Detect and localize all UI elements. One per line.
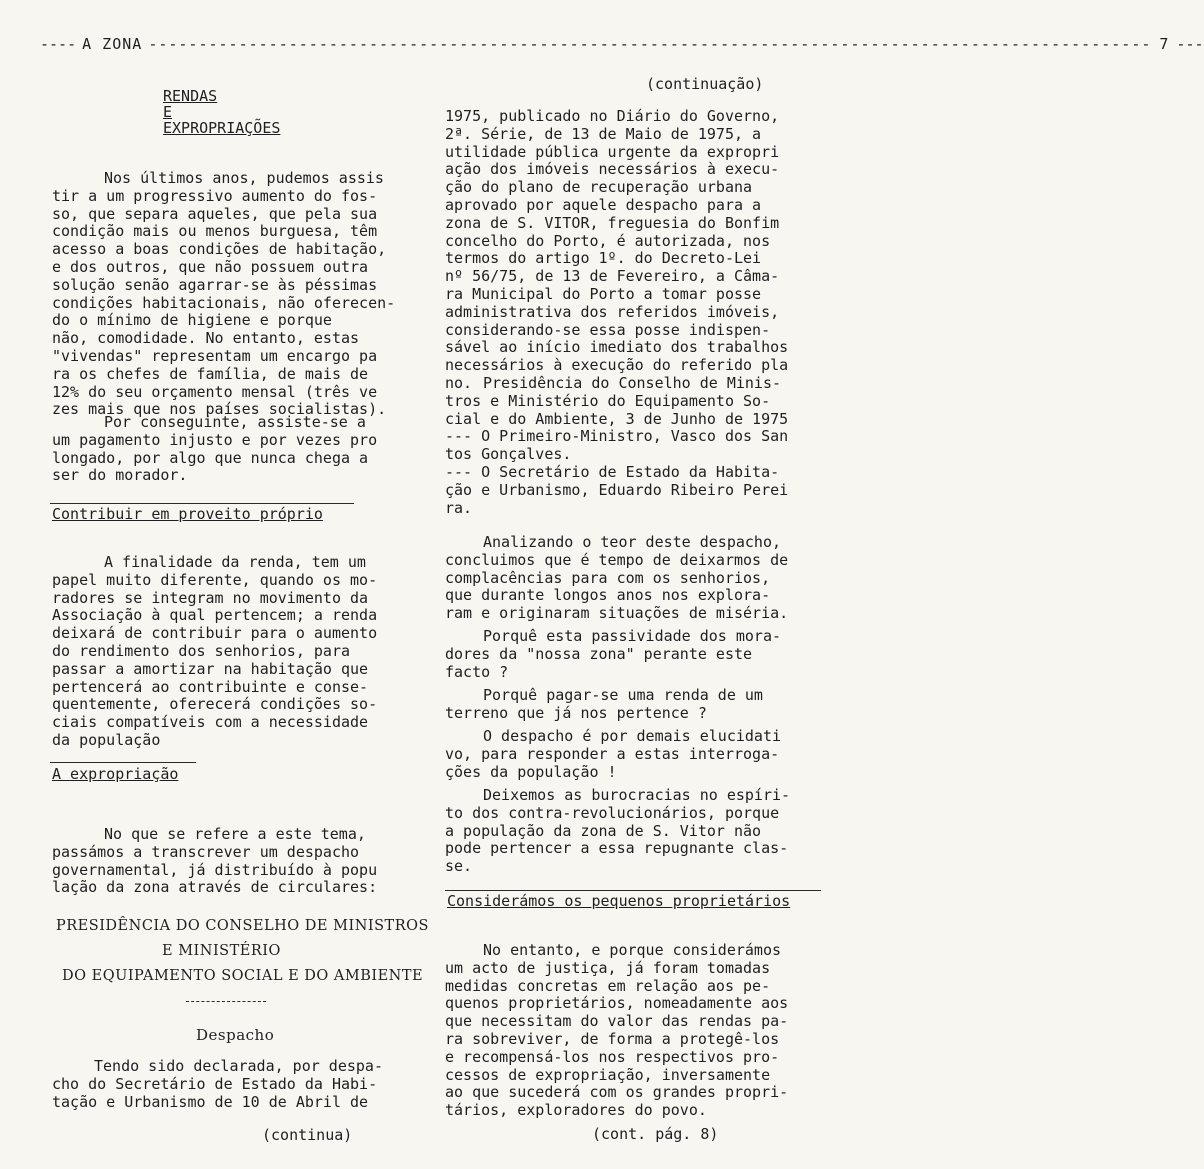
q1-line: facto ?: [445, 662, 509, 681]
decree-cont-line: considerando-se essa posse indispen-: [445, 320, 771, 339]
decree-heading-line-1: PRESIDÊNCIA DO CONSELHO DE MINISTROS: [56, 918, 429, 934]
decree-cont-line: zona de S. VITOR, freguesia do Bonfim: [445, 213, 780, 232]
section2-heading: A expropriação: [52, 765, 179, 783]
intro-line: zes mais que nos países socialistas).: [52, 400, 387, 419]
intro-line: ra os chefes de família, de mais de: [52, 364, 369, 383]
section2-paragraph: [52, 826, 422, 897]
article-title-line-2: E: [163, 103, 173, 121]
question-2: [445, 687, 825, 723]
section3-line: cessos de expropriação, inversamente: [445, 1065, 771, 1084]
sign-line: tros e Ministério do Equipamento So-: [445, 391, 771, 410]
section1-line: papel muito diferente, quando os mo-: [52, 570, 378, 589]
section1-heading: Contribuir em proveito próprio: [52, 505, 323, 523]
section2-line: No que se refere a este tema,: [104, 825, 366, 843]
intro-line: do o mínimo de higiene e porque: [52, 311, 332, 330]
section3-line: e recompensá-los nos respectivos pro-: [445, 1047, 780, 1066]
section1-line: da população: [52, 730, 161, 749]
decree-heading-line-2: E MINISTÉRIO: [162, 943, 281, 959]
intro-line: tir a um progressivo aumento do fos-: [52, 186, 378, 205]
decree-line: cho do Secretário de Estado da Habi-: [52, 1074, 378, 1093]
header-dash-rule: ----------------------------------------------------------------------------------------------------: [148, 35, 1152, 53]
section3-line: medidas concretas em relação aos pe-: [445, 976, 771, 995]
decree-cont-line: concelho do Porto, é autorizada, nos: [445, 231, 771, 250]
section3-line: quenos proprietários, nomeadamente aos: [445, 994, 789, 1013]
section1-line: quentemente, oferecerá condições so-: [52, 695, 378, 714]
decree-cont-line: ra Municipal do Porto a tomar posse: [445, 284, 762, 303]
sign-line: ção e Urbanismo, Eduardo Ribeiro Perei: [445, 480, 789, 499]
section1-line: pertencerá ao contribuinte e conse-: [52, 677, 369, 696]
decree-line: tação e Urbanismo de 10 de Abril de: [52, 1092, 369, 1111]
section2-top-rule: [50, 762, 196, 763]
section1-line: deixará de contribuir para o aumento: [52, 624, 378, 643]
decree-text: [52, 1058, 422, 1111]
sign-line: ra.: [445, 498, 473, 517]
analysis-line: Analizando o teor deste despacho,: [483, 533, 782, 551]
q4-line: to dos contra-revolucionários, porque: [445, 803, 780, 822]
article-title-line-3: EXPROPRIAÇÕES: [163, 119, 281, 137]
intro-line: so, que separa aqueles, que pela sua: [52, 204, 378, 223]
q1-line: dores da "nossa zona" perante este: [445, 644, 753, 663]
header-section-title: A ZONA: [82, 35, 143, 53]
continuation-label: (continuação): [646, 75, 764, 93]
decree-cont-line: 2ª. Série, de 13 de Maio de 1975, a: [445, 124, 762, 143]
header-dash-left: ----: [40, 35, 77, 53]
intro-line: Nos últimos anos, pudemos assis: [104, 169, 384, 187]
section1-line: do rendimento dos senhorios, para: [52, 641, 351, 660]
section1-line: ciais compatíveis com a necessidade: [52, 713, 369, 732]
decree-cont-line: utilidade pública urgente da expropri: [445, 142, 780, 161]
intro-line: 12% do seu orçamento mensal (três ve: [52, 382, 378, 401]
decree-cont-line: termos do artigo 1º. do Decreto-Lei: [445, 249, 762, 268]
section3-line: ra sobreviver, de forma a protegê-los: [445, 1029, 780, 1048]
analysis-line: ram e originaram situações de miséria.: [445, 604, 789, 623]
decree-title: Despacho: [196, 1026, 275, 1044]
para2-line: Por conseguinte, assiste-se a: [104, 413, 366, 431]
q3-line: ções da população !: [445, 762, 617, 781]
analysis-line: que durante longos anos nos explora-: [445, 586, 771, 605]
right-footer-cont-page: (cont. pág. 8): [592, 1125, 719, 1143]
section3-top-rule: [445, 890, 821, 891]
article-title-line-1: RENDAS: [163, 87, 218, 105]
section1-line: radores se integram no movimento da: [52, 588, 369, 607]
decree-cont-line: 1975, publicado no Diário do Governo,: [445, 107, 780, 125]
para2-line: ser do morador.: [52, 466, 188, 485]
sign-line: cial e do Ambiente, 3 de Junho de 1975: [445, 409, 789, 428]
page-number: 7: [1159, 35, 1169, 53]
section1-line: passar a amortizar na habitação que: [52, 659, 369, 678]
paragraph-burocracias: [445, 787, 825, 876]
section3-paragraph: [445, 942, 825, 1120]
decree-heading-line-3: DO EQUIPAMENTO SOCIAL E DO AMBIENTE: [62, 968, 424, 984]
paragraph-2: [52, 414, 422, 485]
section1-paragraph: [52, 554, 422, 750]
decree-continuation: [445, 108, 825, 393]
section2-line: passámos a transcrever um despacho: [52, 842, 360, 861]
sign-line: --- O Primeiro-Ministro, Vasco dos San: [445, 427, 789, 446]
sign-line: --- O Secretário de Estado da Habita-: [445, 462, 780, 481]
q4-line: a população da zona de S. Vitor não: [445, 821, 762, 840]
decree-line: Tendo sido declarada, por despa-: [94, 1057, 383, 1075]
header-dash-right: ---: [1176, 35, 1204, 53]
decree-cont-line: no.: [445, 373, 473, 392]
para2-line: longado, por algo que nunca chega a: [52, 448, 369, 467]
q4-line: Deixemos as burocracias no espíri-: [483, 786, 791, 804]
analysis-line: concluimos que é tempo de deixarmos de: [445, 550, 789, 569]
question-3: [445, 728, 825, 781]
intro-line: e dos outros, que não possuem outra: [52, 257, 369, 276]
q3-line: O despacho é por demais elucidati: [483, 727, 782, 745]
decree-cont-line: nº 56/75, de 13 de Fevereiro, a Câma-: [445, 267, 780, 286]
section1-line: A finalidade da renda, tem um: [104, 553, 366, 571]
section2-line: governamental, já distribuído à popu: [52, 860, 378, 879]
section3-line: ao que sucederá com os grandes propri-: [445, 1083, 789, 1102]
intro-line: condição mais ou menos burguesa, têm: [52, 222, 378, 241]
q1-line: Porquê esta passividade dos mora-: [483, 627, 782, 645]
section3-line: tários, exploradores do povo.: [445, 1101, 707, 1120]
left-footer-continua: (continua): [262, 1126, 353, 1144]
section2-line: lação da zona através de circulares:: [52, 878, 378, 897]
q3-line: vo, para responder a estas interroga-: [445, 744, 780, 763]
section3-line: um acto de justiça, já foram tomadas: [445, 958, 771, 977]
decree-cont-line: ção do plano de recuperação urbana: [445, 178, 753, 197]
q2-line: terreno que já nos pertence ?: [445, 703, 707, 722]
decree-cont-line: aprovado por aquele despacho para a: [445, 195, 762, 214]
intro-line: acesso a boas condições de habitação,: [52, 240, 387, 259]
decree-cont-line: ação dos imóveis necessários à execu-: [445, 160, 780, 179]
intro-line: solução senão agarrar-se às péssimas: [52, 275, 378, 294]
section3-line: que necessitam do valor das rendas pa-: [445, 1012, 789, 1031]
intro-line: condições habitacionais, não oferecen-: [52, 293, 396, 312]
decree-cont-line: sável ao início imediato dos trabalhos: [445, 338, 789, 357]
q4-line: pode pertencer a essa repugnante clas-: [445, 839, 789, 858]
decree-cont-line: necessários à execução do referido pla: [445, 356, 789, 375]
question-1: [445, 628, 825, 681]
intro-line: "vivendas" representam um encargo pa: [52, 346, 378, 365]
sign-line: Presidência do Conselho de Minis-: [483, 374, 782, 392]
section3-line: No entanto, e porque considerámos: [483, 941, 782, 959]
page-header: [40, 34, 1204, 54]
analysis-paragraph: [445, 534, 825, 623]
decree-signatures: [445, 375, 825, 517]
decree-cont-line: administrativa dos referidos imóveis,: [445, 302, 780, 321]
sign-line: tos Gonçalves.: [445, 445, 572, 464]
section1-line: Associação à qual pertencem; a renda: [52, 606, 378, 625]
decree-separator: [186, 1001, 266, 1002]
intro-paragraph: [52, 170, 422, 419]
section1-top-rule: [50, 503, 354, 504]
intro-line: não, comodidade. No entanto, estas: [52, 329, 360, 348]
q2-line: Porquê pagar-se uma renda de um: [483, 686, 763, 704]
analysis-line: complacências para com os senhorios,: [445, 568, 771, 587]
q4-line: se.: [445, 857, 473, 876]
section3-heading: Considerámos os pequenos proprietários: [447, 892, 791, 910]
para2-line: um pagamento injusto e por vezes pro: [52, 430, 378, 449]
